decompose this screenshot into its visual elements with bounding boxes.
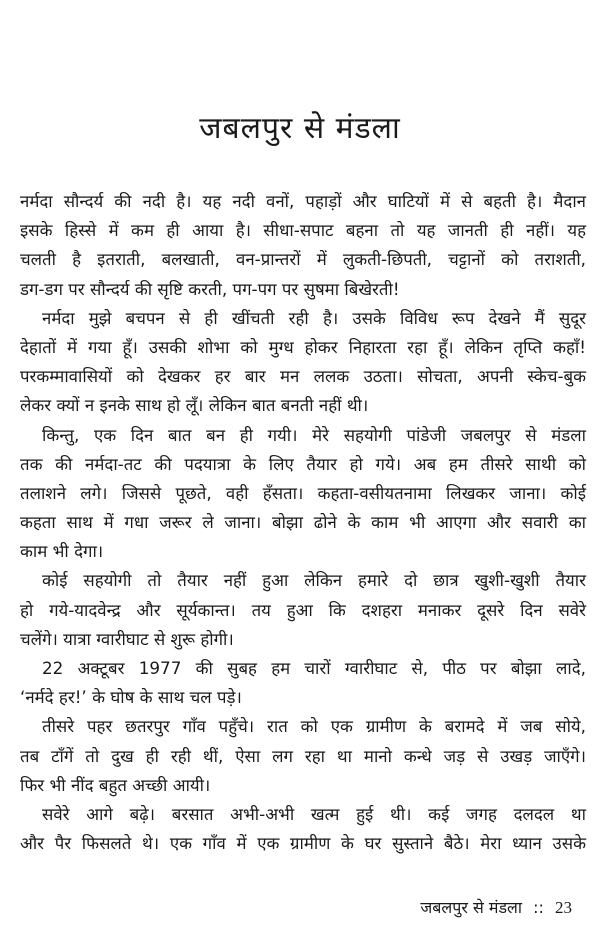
text-line: कोई सहयोगी तो तैयार नहीं हुआ लेकिन हमारे दो छात्र खुशी-खुशी तैयार [42,570,586,591]
text-line: परकम्मावासियों को देखकर हर बार मन ललक उठता। सोचता, अपनी स्केच-बुक [20,366,586,387]
text-line: तलाशने लगे। जिससे पूछते, वही हँसता। कहता-वसीयतनामा लिखकर जाना। कोई [20,482,586,503]
text-line: सवेरे आगे बढ़े। बरसात अभी-अभी खत्म हुई थी। कई जगह दलदल था [42,803,586,824]
text-line: लेकर क्यों न इनके साथ हो लूँ। लेकिन बात बनती नहीं थी। [20,395,369,416]
text-line: नर्मदा सौन्दर्य की नदी है। यह नदी वनों, पहाड़ों और घाटियों में से बहती है। मैदान [20,191,586,211]
text-line: इसके हिस्से में कम ही आया है। सीधा-सपाट बहना तो यह जानती ही नहीं। यह [20,220,586,241]
text-line: किन्तु, एक दिन बात बन ही गयी। मेरे सहयोगी पांडेजी जबलपुर से मंडला [42,424,586,445]
running-title: जबलपुर से मंडला [420,898,523,917]
text-line: फिर भी नींद बहुत अच्छी आयी। [20,774,211,795]
text-line: तक की नर्मदा-तट की पदयात्रा के लिए तैयार हो गये। अब हम तीसरे साथी को [20,453,586,474]
text-line: नर्मदा मुझे बचपन से ही खींचती रही है। उसके विविध रूप देखने मैं सुदूर [42,307,586,328]
text-line: हो गये-यादवेन्द्र और सूर्यकान्त। तय हुआ कि दशहरा मनाकर दूसरे दिन सवेरे [20,599,586,620]
text-line: चलेंगे। यात्रा ग्वारीघाट से शुरू होगी। [20,628,234,649]
chapter-title: जबलपुर से मंडला [199,111,401,147]
text-line: चलती है इतराती, बलखाती, वन-प्रान्तरों में लुकती-छिपती, चट्टानों को तराशती, [20,249,586,270]
text-line: डग-डग पर सौन्दर्य की सृष्टि करती, पग-पग पर सुषमा बिखेरती! [20,278,400,299]
page-number: 23 [555,898,572,917]
page-footer [420,896,572,918]
text-line: देहातों में गया हूँ। उसकी शोभा को मुग्ध होकर निहारता रहा हूँ। लेकिन तृप्ति कहाँ! [20,336,586,357]
text-line: ‘नर्मदे हर!’ के घोष के साथ चल पड़े। [20,687,242,708]
text-line: 22 अक्टूबर 1977 की सुबह हम चारों ग्वारीघाट से, पीठ पर बोझा लादे, [42,658,586,678]
text-line: तब टाँगें तो दुख ही रही थीं, ऐसा लग रहा था मानो कन्धे जड़ से उखड़ जाएँगे। [20,745,586,766]
body-text [20,187,586,858]
text-line: कहता साथ में गधा जरूर ले जाना। बोझा ढोने के काम भी आएगा और सवारी का [20,512,586,533]
text-line: काम भी देगा। [20,541,104,562]
text-line: तीसरे पहर छतरपुर गाँव पहुँचे। रात को एक ग्रामीण के बरामदे में जब सोये, [42,716,586,737]
text-line: और पैर फिसलते थे। एक गाँव में एक ग्रामीण के घर सुस्ताने बैठे। मेरा ध्यान उसके [20,833,586,854]
footer-separator: :: [533,898,544,917]
